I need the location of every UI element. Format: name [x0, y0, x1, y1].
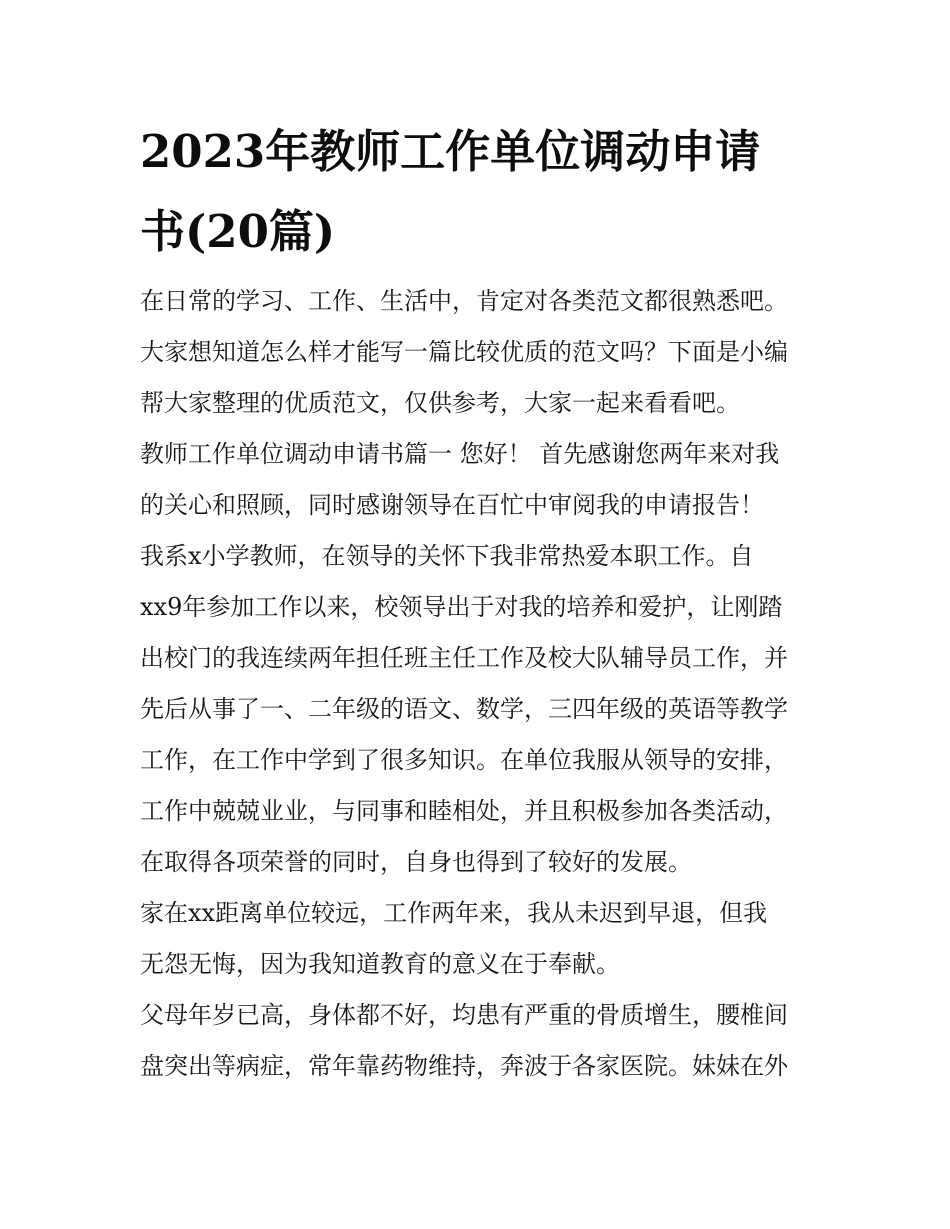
body-line: 无怨无悔，因为我知道教育的意义在于奉献。: [140, 950, 620, 978]
document-body: [140, 276, 812, 1092]
body-line: 盘突出等病症，常年靠药物维持，奔波于各家医院。妹妹在外: [140, 1052, 788, 1080]
body-line: 我系x小学教师，在领导的关怀下我非常热爱本职工作。自: [140, 542, 754, 570]
title-line-2: 书(20篇): [140, 205, 336, 258]
body-line: 出校门的我连续两年担任班主任工作及校大队辅导员工作，并: [140, 644, 788, 672]
body-line: 教师工作单位调动申请书篇一 您好！ 首先感谢您两年来对我: [140, 440, 780, 468]
body-line: 大家想知道怎么样才能写一篇比较优质的范文吗？下面是小编: [140, 338, 788, 366]
body-line: 父母年岁已高，身体都不好，均患有严重的骨质增生，腰椎间: [140, 1001, 788, 1029]
body-line: 家在xx距离单位较远，工作两年来，我从未迟到早退，但我: [140, 899, 768, 927]
body-line: 的关心和照顾，同时感谢领导在百忙中审阅我的申请报告！: [140, 491, 764, 519]
body-line: 先后从事了一、二年级的语文、数学，三四年级的英语等教学: [140, 695, 788, 723]
body-line: 工作，在工作中学到了很多知识。在单位我服从领导的安排，: [140, 746, 788, 774]
body-line: 工作中兢兢业业，与同事和睦相处，并且积极参加各类活动，: [140, 797, 788, 825]
body-line: 在取得各项荣誉的同时，自身也得到了较好的发展。: [140, 848, 692, 876]
body-line: 在日常的学习、工作、生活中，肯定对各类范文都很熟悉吧。: [140, 287, 788, 315]
document-title: [140, 112, 820, 272]
body-line: xx9年参加工作以来，校领导出于对我的培养和爱护，让刚踏: [140, 593, 783, 621]
title-line-1: 2023年教师工作单位调动申请: [140, 125, 761, 178]
body-line: 帮大家整理的优质范文，仅供参考，大家一起来看看吧。: [140, 389, 740, 417]
